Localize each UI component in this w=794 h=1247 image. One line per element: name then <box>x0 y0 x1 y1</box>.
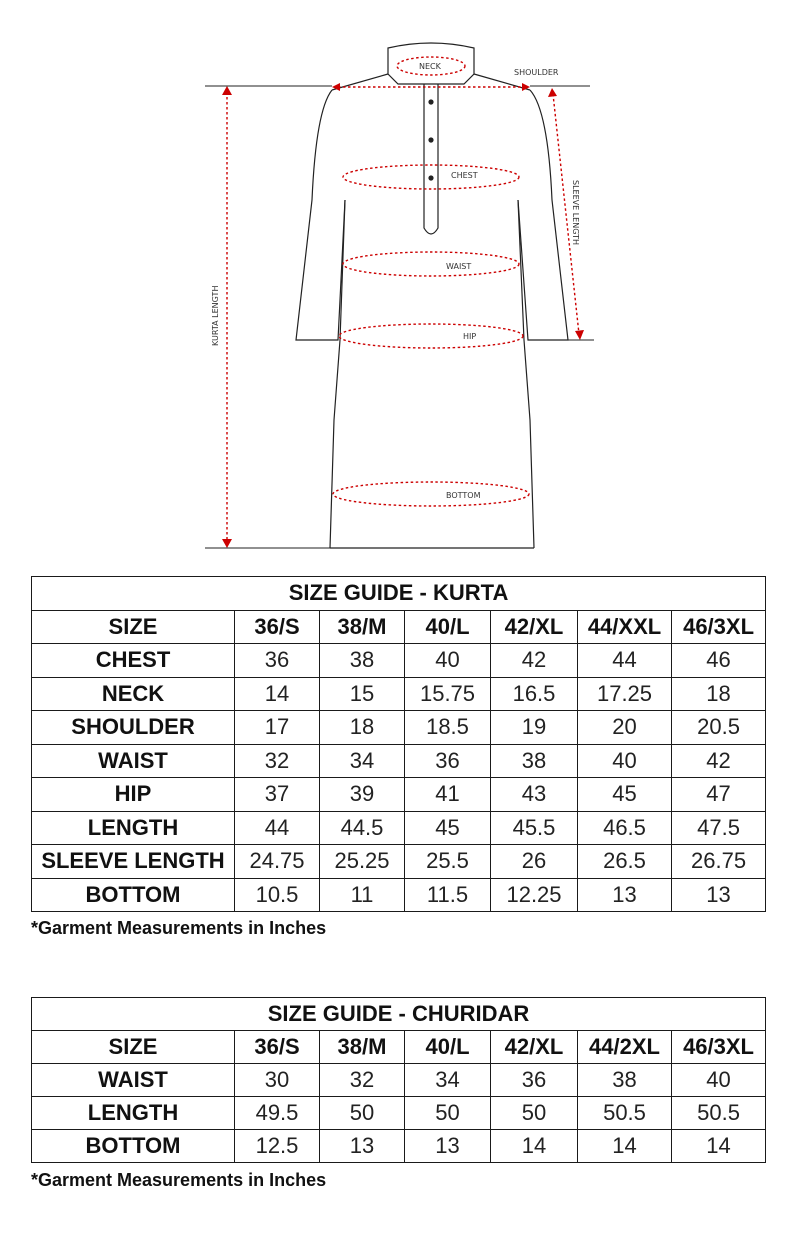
kurta-table-title: SIZE GUIDE - KURTA <box>32 577 766 611</box>
table-cell: 14 <box>672 1130 766 1163</box>
table-cell: 14 <box>235 677 320 711</box>
header-cell: 40/L <box>405 610 491 644</box>
row-label: BOTTOM <box>32 878 235 912</box>
table-cell: 50 <box>320 1097 405 1130</box>
table-cell: 16.5 <box>491 677 578 711</box>
table-cell: 24.75 <box>235 845 320 879</box>
bottom-label: BOTTOM <box>446 491 481 500</box>
arrow-down-icon <box>222 539 232 548</box>
table-cell: 46.5 <box>578 811 672 845</box>
table-cell: 32 <box>235 744 320 778</box>
table-cell: 44 <box>578 644 672 678</box>
header-cell: SIZE <box>32 1031 235 1064</box>
header-cell: 36/S <box>235 1031 320 1064</box>
table-cell: 36 <box>405 744 491 778</box>
table-cell: 12.5 <box>235 1130 320 1163</box>
table-row <box>32 677 766 711</box>
waist-label: WAIST <box>446 262 472 271</box>
churidar-table-title: SIZE GUIDE - CHURIDAR <box>32 998 766 1031</box>
row-label: WAIST <box>32 744 235 778</box>
row-label: SHOULDER <box>32 711 235 745</box>
header-cell: 42/XL <box>491 610 578 644</box>
table-cell: 20.5 <box>672 711 766 745</box>
placket-buttons <box>428 99 433 180</box>
table-cell: 47 <box>672 778 766 812</box>
table-row <box>32 1064 766 1097</box>
table-cell: 34 <box>320 744 405 778</box>
header-cell: 40/L <box>405 1031 491 1064</box>
table-cell: 50 <box>491 1097 578 1130</box>
table-title-row <box>32 577 766 611</box>
table-cell: 38 <box>578 1064 672 1097</box>
table-cell: 18 <box>672 677 766 711</box>
table-cell: 18.5 <box>405 711 491 745</box>
reference-lines <box>205 86 594 548</box>
churidar-measurement-note: *Garment Measurements in Inches <box>31 1170 327 1190</box>
table-cell: 14 <box>578 1130 672 1163</box>
table-cell: 13 <box>578 878 672 912</box>
row-label: CHEST <box>32 644 235 678</box>
table-cell: 17 <box>235 711 320 745</box>
measure-lines <box>227 57 579 542</box>
table-cell: 26 <box>491 845 578 879</box>
header-cell: 44/2XL <box>578 1031 672 1064</box>
table-cell: 13 <box>672 878 766 912</box>
churidar-size-table <box>31 997 766 1163</box>
kurta-measurement-diagram <box>0 0 794 560</box>
table-row <box>32 1097 766 1130</box>
table-cell: 47.5 <box>672 811 766 845</box>
header-cell: 38/M <box>320 1031 405 1064</box>
table-row <box>32 811 766 845</box>
row-label: LENGTH <box>32 1097 235 1130</box>
kurta-size-table <box>31 576 766 912</box>
table-cell: 26.75 <box>672 845 766 879</box>
row-label: NECK <box>32 677 235 711</box>
header-cell: 46/3XL <box>672 610 766 644</box>
table-cell: 30 <box>235 1064 320 1097</box>
table-cell: 12.25 <box>491 878 578 912</box>
header-cell: 36/S <box>235 610 320 644</box>
row-label: LENGTH <box>32 811 235 845</box>
table-cell: 40 <box>578 744 672 778</box>
table-cell: 13 <box>405 1130 491 1163</box>
table-cell: 20 <box>578 711 672 745</box>
table-cell: 10.5 <box>235 878 320 912</box>
arrow-down-icon <box>575 330 584 340</box>
table-cell: 42 <box>491 644 578 678</box>
hip-label: HIP <box>463 332 477 341</box>
table-cell: 45 <box>578 778 672 812</box>
table-cell: 45 <box>405 811 491 845</box>
shoulder-label: SHOULDER <box>514 68 559 77</box>
table-cell: 17.25 <box>578 677 672 711</box>
table-cell: 44 <box>235 811 320 845</box>
table-cell: 45.5 <box>491 811 578 845</box>
sleeve-length-label: SLEEVE LENGTH <box>571 180 580 246</box>
table-row <box>32 778 766 812</box>
row-label: SLEEVE LENGTH <box>32 845 235 879</box>
table-cell: 37 <box>235 778 320 812</box>
table-row <box>32 644 766 678</box>
arrow-up-icon <box>548 88 557 97</box>
kurta-length-label: KURTA LENGTH <box>211 285 220 346</box>
table-cell: 39 <box>320 778 405 812</box>
header-cell: SIZE <box>32 610 235 644</box>
bottom-measure-ellipse <box>333 482 529 506</box>
waist-measure-ellipse <box>343 252 519 276</box>
table-cell: 32 <box>320 1064 405 1097</box>
table-cell: 50.5 <box>672 1097 766 1130</box>
table-cell: 26.5 <box>578 845 672 879</box>
table-cell: 38 <box>491 744 578 778</box>
kurta-measurement-note: *Garment Measurements in Inches <box>31 918 327 938</box>
table-cell: 43 <box>491 778 578 812</box>
header-cell: 38/M <box>320 610 405 644</box>
table-cell: 14 <box>491 1130 578 1163</box>
table-cell: 42 <box>672 744 766 778</box>
table-cell: 40 <box>405 644 491 678</box>
kurta-outline <box>296 43 568 548</box>
table-cell: 44.5 <box>320 811 405 845</box>
table-cell: 40 <box>672 1064 766 1097</box>
table-cell: 19 <box>491 711 578 745</box>
table-cell: 25.25 <box>320 845 405 879</box>
measure-arrowheads <box>222 83 584 548</box>
table-cell: 46 <box>672 644 766 678</box>
table-cell: 50 <box>405 1097 491 1130</box>
table-cell: 49.5 <box>235 1097 320 1130</box>
chest-label: CHEST <box>451 171 478 180</box>
table-row <box>32 711 766 745</box>
table-row <box>32 845 766 879</box>
table-cell: 25.5 <box>405 845 491 879</box>
table-header-row <box>32 610 766 644</box>
table-cell: 15.75 <box>405 677 491 711</box>
table-cell: 36 <box>235 644 320 678</box>
header-cell: 42/XL <box>491 1031 578 1064</box>
table-cell: 18 <box>320 711 405 745</box>
row-label: BOTTOM <box>32 1130 235 1163</box>
table-row <box>32 744 766 778</box>
hip-measure-ellipse <box>339 324 523 348</box>
row-label: WAIST <box>32 1064 235 1097</box>
header-cell: 46/3XL <box>672 1031 766 1064</box>
table-cell: 50.5 <box>578 1097 672 1130</box>
table-cell: 13 <box>320 1130 405 1163</box>
table-cell: 11.5 <box>405 878 491 912</box>
table-cell: 38 <box>320 644 405 678</box>
table-cell: 34 <box>405 1064 491 1097</box>
row-label: HIP <box>32 778 235 812</box>
table-cell: 41 <box>405 778 491 812</box>
table-row <box>32 1130 766 1163</box>
table-cell: 11 <box>320 878 405 912</box>
table-header-row <box>32 1031 766 1064</box>
header-cell: 44/XXL <box>578 610 672 644</box>
table-cell: 36 <box>491 1064 578 1097</box>
neck-label: NECK <box>419 62 441 71</box>
table-title-row <box>32 998 766 1031</box>
table-cell: 15 <box>320 677 405 711</box>
table-row <box>32 878 766 912</box>
arrow-up-icon <box>222 86 232 95</box>
